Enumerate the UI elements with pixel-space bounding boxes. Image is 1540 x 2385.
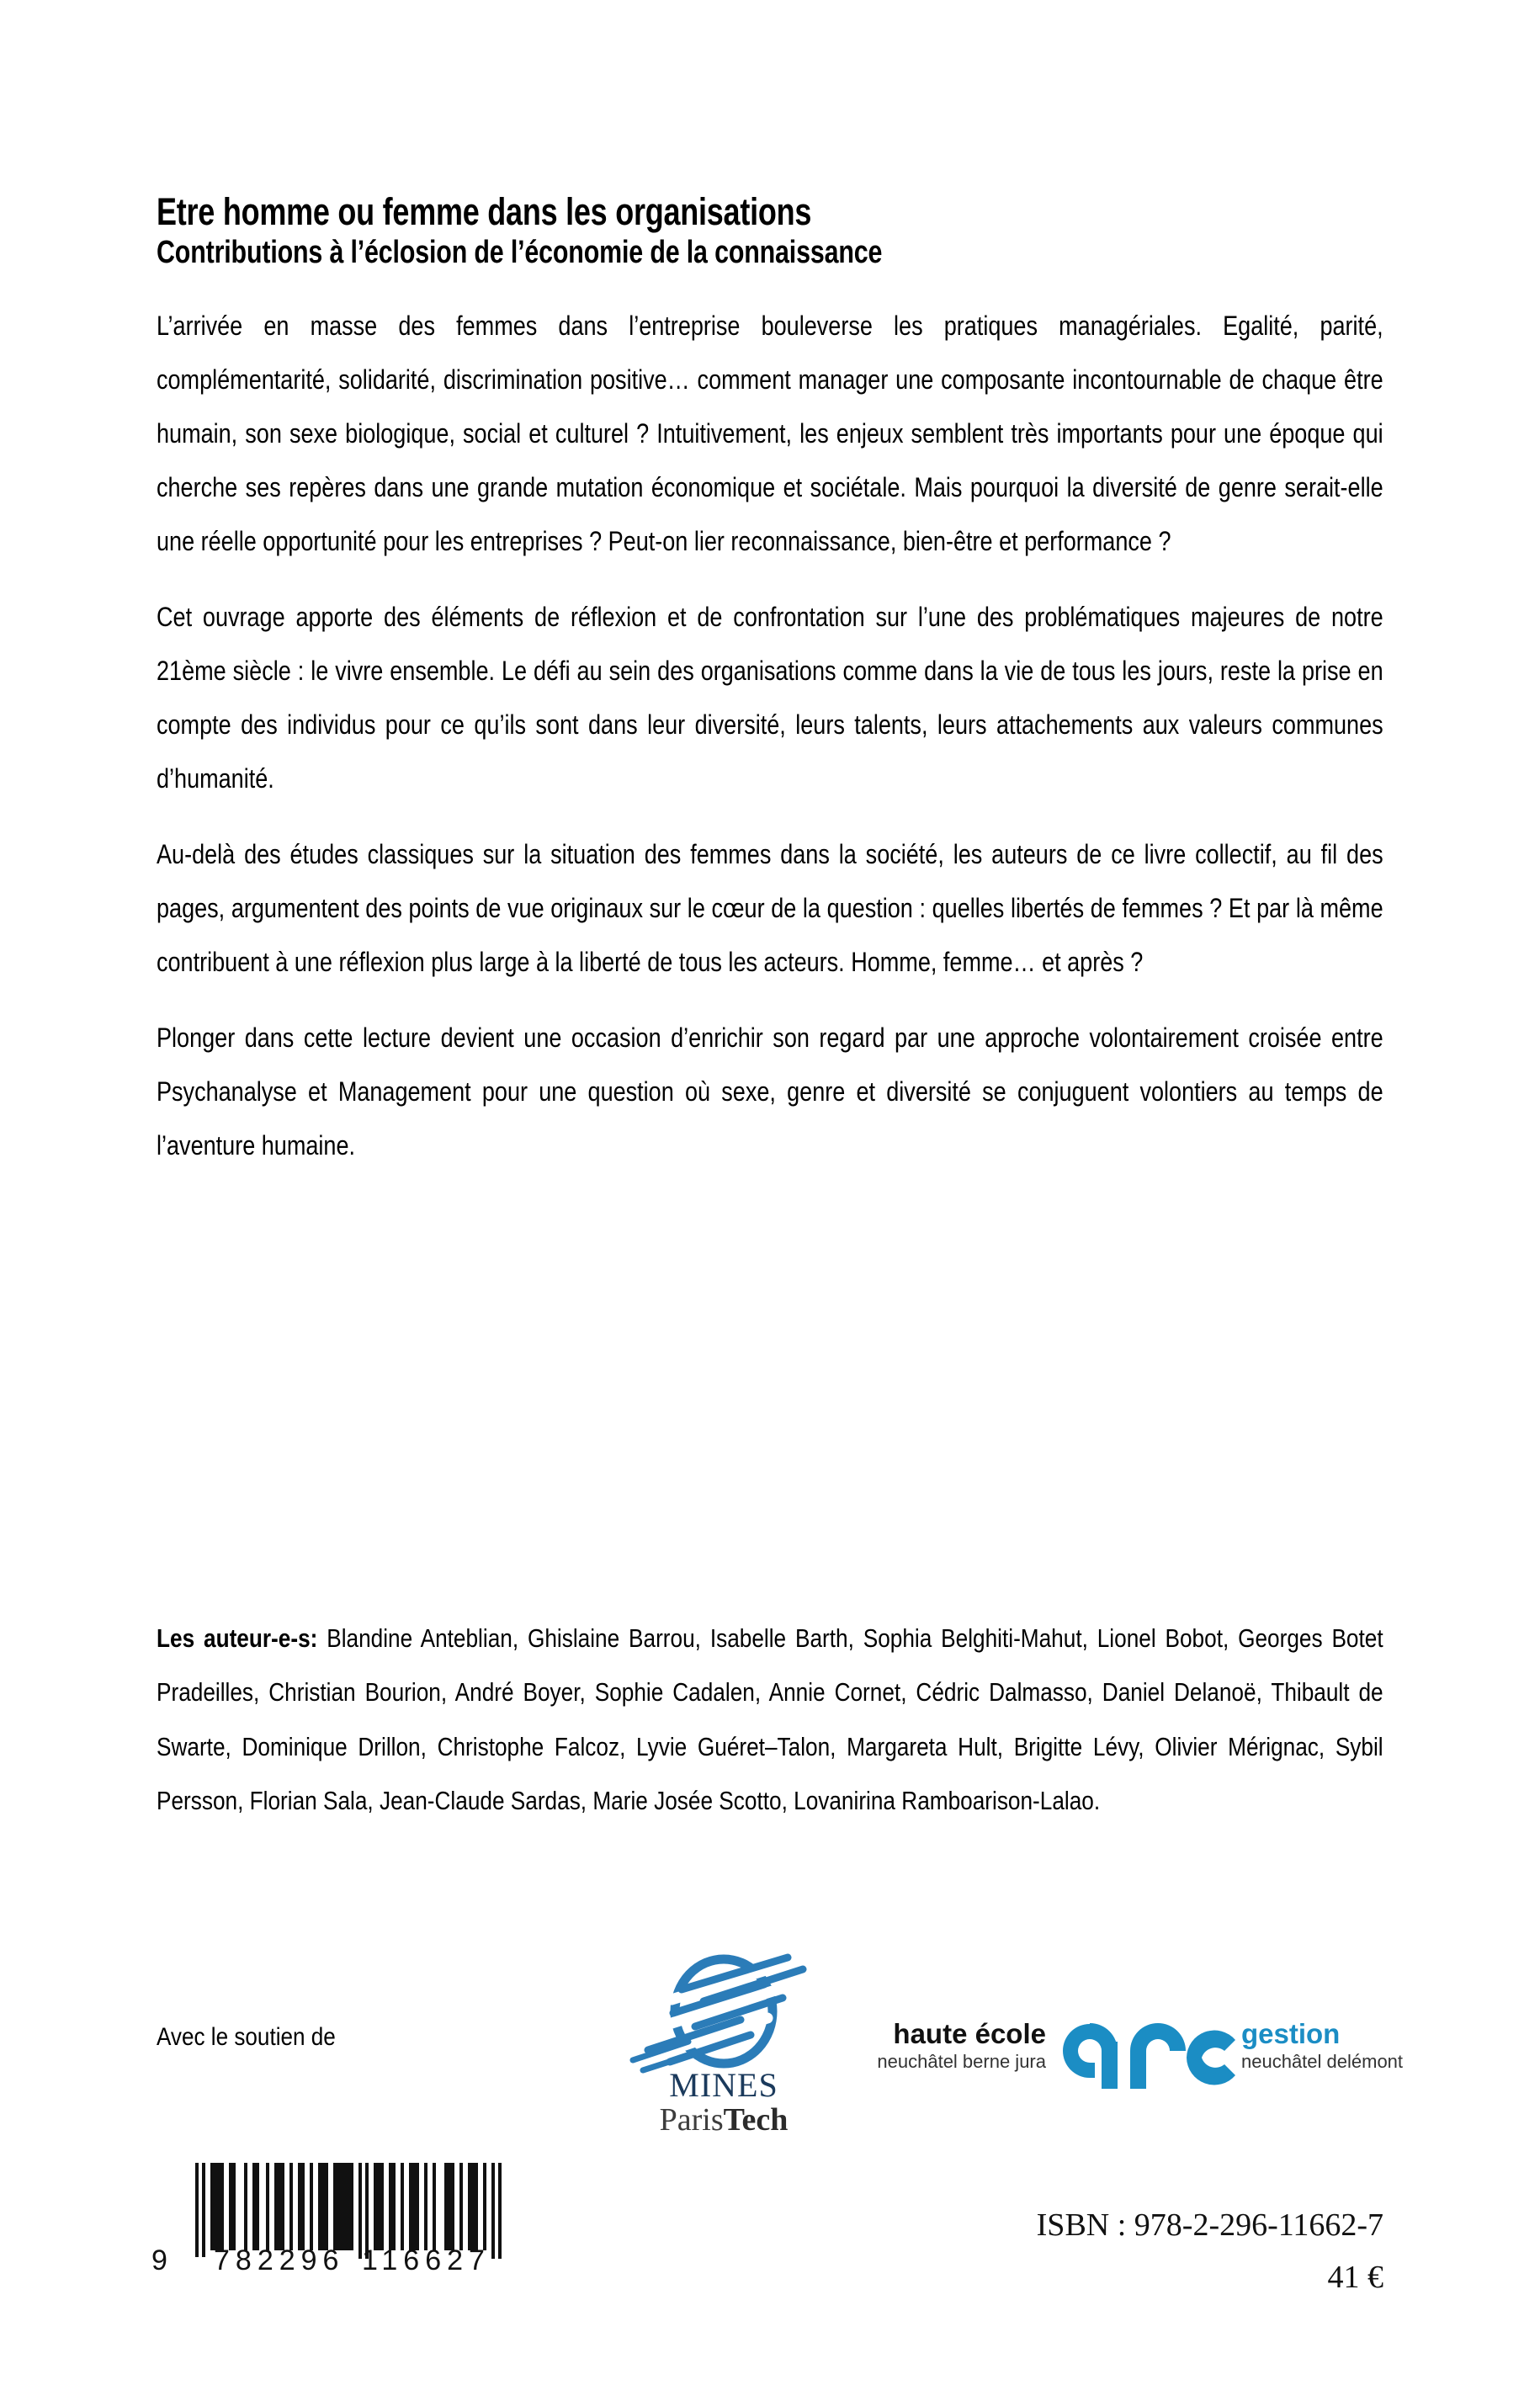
- support-label: Avec le soutien de: [157, 2023, 336, 2051]
- blurb-paragraph-4: Plonger dans cette lecture devient une occasion d’enrichir son regard par une approche volontairement croisée entre Psychanalyse et Management pour une question où sexe, genre et diversité se conjuguent volontiers au temps de l’aventure humaine.: [157, 1022, 1383, 1161]
- gestion-title: gestion: [1241, 2018, 1341, 2049]
- mines-paristech-mark-icon: [623, 1951, 825, 2077]
- blurb-paragraph-3: Au-delà des études classiques sur la situation des femmes dans la société, les auteurs de ce livre collectif, au fil des pages, argumentent des points de vue originaux sur le cœur de la question : quelles libertés de femmes ? Et par là même contribuent à une réflexion plus large à la liberté de tous les acteurs. Homme, femme… et après ?: [157, 838, 1383, 977]
- cover-text-column: [157, 192, 1383, 1172]
- authors-label: Les auteur-e-s:: [157, 1623, 318, 1653]
- page-title: Etre homme ou femme dans les organisations: [157, 190, 812, 233]
- haute-ecole-title: haute école: [893, 2018, 1046, 2049]
- mines-wordmark: MINES: [669, 2066, 778, 2104]
- blurb-paragraph-2: Cet ouvrage apporte des éléments de réflexion et de confrontation sur l’une des problématiques majeures de notre 21ème siècle : le vivre ensemble. Le défi au sein des organisations comme dans la vie de tous les jours, reste la prise en compte des individus pour ce qu’ils sont dans leur diversité, leurs talents, leurs attachements aux valeurs communes d’humanité.: [157, 601, 1383, 794]
- paristech-tech: Tech: [723, 2102, 789, 2138]
- arc-wordmark-icon: [1056, 1998, 1237, 2099]
- isbn-text: ISBN : 978-2-296-11662-7: [1036, 2207, 1383, 2243]
- paristech-wordmark: [623, 2104, 825, 2136]
- price-text: 41 €: [1327, 2260, 1383, 2295]
- blurb-body: [157, 299, 1383, 1172]
- barcode-area: [151, 2158, 513, 2284]
- paristech-paris: Paris: [659, 2102, 724, 2138]
- page-subtitle: Contributions à l’éclosion de l’économie de la connaissance: [157, 234, 883, 270]
- barcode-left-group: 782296: [214, 2244, 345, 2276]
- gestion-text: [1241, 2020, 1403, 2072]
- haute-ecole-subtitle: neuchâtel berne jura: [877, 2050, 1046, 2072]
- barcode-right-group: 116627: [362, 2244, 491, 2276]
- authors-list: Blandine Anteblian, Ghislaine Barrou, Isabelle Barth, Sophia Belghiti-Mahut, Lionel Bobot, Georges Botet Pradeilles, Christian Bourion, André Boyer, Sophie Cadalen, Annie Cornet, Cédric Dalmasso, Daniel Delanoë, Thibault de Swarte, Dominique Drillon, Christophe Falcoz, Lyvie Guéret–Talon, Margareta Hult, Brigitte Lévy, Olivier Mérignac, Sybil Persson, Florian Sala, Jean-Claude Sardas, Marie Josée Scotto, Lovanirina Ramboarison-Lalao.: [157, 1623, 1383, 1816]
- haute-ecole-text: [861, 2020, 1046, 2072]
- authors-block: [157, 1612, 1383, 1829]
- he-arc-gestion-logo: [861, 2013, 1404, 2106]
- gestion-subtitle: neuchâtel delémont: [1241, 2050, 1404, 2072]
- mines-paristech-logo: [623, 1951, 825, 2136]
- blurb-paragraph-1: L’arrivée en masse des femmes dans l’entreprise bouleverse les pratiques managériales. Egalité, parité, complémentarité, solidarité, discrimination positive… comment manager une composante incontournable de chaque être humain, son sexe biologique, social et culturel ? Intuitivement, les enjeux semblent très importants pour une époque qui cherche ses repères dans une grande mutation économique et sociétale. Mais pourquoi la diversité de genre serait-elle une réelle opportunité pour les entreprises ? Peut-on lier reconnaissance, bien-être et performance ?: [157, 310, 1383, 556]
- barcode-lead-digit: 9: [151, 2244, 167, 2276]
- title-block: [157, 192, 1383, 270]
